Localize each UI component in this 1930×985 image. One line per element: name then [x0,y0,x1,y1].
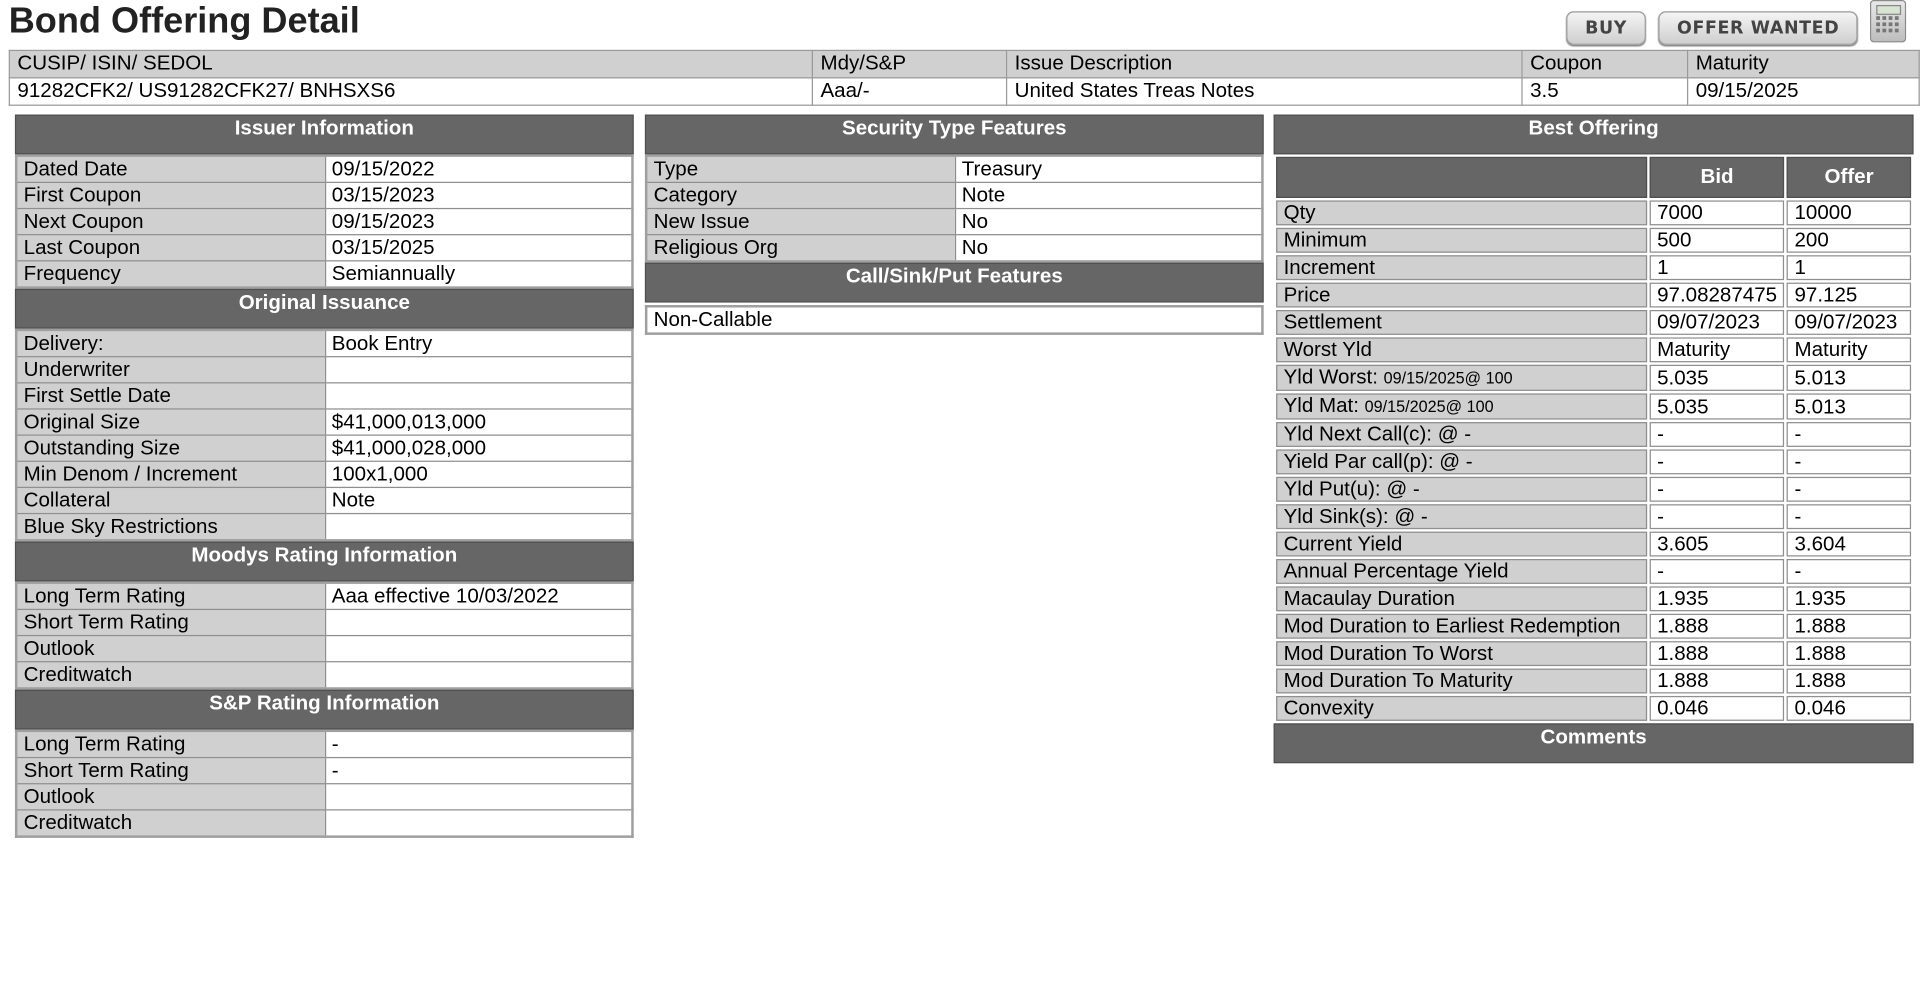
table-row [646,156,1262,183]
bid-value: 500 [1650,228,1785,253]
row-label-text: Current Yield [1283,532,1403,556]
offer-value: 200 [1787,228,1911,253]
row-label: Short Term Rating [16,609,325,635]
table-row [16,636,632,662]
bid-value: 5.035 [1650,393,1785,419]
table-row [16,461,632,487]
row-label: Outstanding Size [16,435,325,461]
security-type-header: Security Type Features [645,115,1264,155]
row-label: Dated Date [16,156,325,183]
table-row [16,758,632,784]
summary-cusip: 91282CFK2/ US91282CFK27/ BNHSXS6 [9,78,812,105]
table-row [1276,586,1911,611]
table-row [16,784,632,810]
middle-column [645,115,1264,335]
row-label-detail: 09/15/2025@ 100 [1383,368,1513,388]
row-value [325,784,633,810]
right-column [1274,115,1914,764]
best-offering-table [1274,154,1914,723]
table-row [16,435,632,461]
table-row [16,409,632,435]
row-label: Original Size [16,409,325,435]
summary-maturity: 09/15/2025 [1688,78,1920,105]
table-row [16,182,632,208]
bid-value: 7000 [1650,200,1785,225]
row-label: Creditwatch [16,810,325,837]
row-label-text: Yld Worst: [1283,366,1384,389]
bid-value: 3.605 [1650,532,1785,557]
moodys-rating-header: Moodys Rating Information [15,542,634,582]
table-row [16,261,632,288]
best-offering-header: Best Offering [1274,115,1914,155]
table-row [16,209,632,235]
table-row [16,156,632,183]
row-label [1276,696,1647,721]
table-row [1276,614,1911,639]
row-label-text: Annual Percentage Yield [1283,560,1509,583]
bid-value: - [1650,422,1785,447]
offer-value: 09/07/2023 [1787,310,1911,335]
summary-rating: Aaa/- [812,78,1006,105]
bid-value: 1 [1650,255,1785,280]
row-label-text: Yield Par call(p): @ - [1283,450,1473,474]
row-label [1276,200,1647,225]
table-row [1276,696,1911,721]
row-label: Religious Org [646,235,955,262]
row-label: First Coupon [16,182,325,208]
row-value: - [325,731,633,758]
row-value: $41,000,013,000 [325,409,633,435]
original-issuance-header: Original Issuance [15,289,634,329]
summary-header-cusip: CUSIP/ ISIN/ SEDOL [9,50,812,77]
summary-value-row [9,78,1919,105]
offer-value: Maturity [1787,337,1911,362]
row-label-text: Yld Put(u): @ - [1283,478,1420,501]
security-summary-table [9,50,1920,106]
table-row [1276,641,1911,666]
row-value [325,514,633,541]
bid-value: - [1650,559,1785,584]
issuer-info-header: Issuer Information [15,115,634,155]
summary-description: United States Treas Notes [1007,78,1522,105]
row-label-text: Yld Mat: [1283,394,1365,418]
row-label [1276,504,1647,529]
row-label: Min Denom / Increment [16,461,325,487]
summary-header-description: Issue Description [1007,50,1522,77]
row-value: 09/15/2022 [325,156,633,183]
row-value: 09/15/2023 [325,209,633,235]
row-label: Type [646,156,955,183]
summary-header-rating: Mdy/S&P [812,50,1006,77]
table-row [1276,559,1911,584]
security-type-table [645,154,1264,262]
bid-value: - [1650,477,1785,502]
table-row [1276,669,1911,694]
row-label [1276,559,1647,584]
row-label [1276,255,1647,280]
row-label-text: Minimum [1283,229,1367,252]
row-label: Category [646,182,955,208]
comments-header: Comments [1274,723,1914,763]
sp-rating-header: S&P Rating Information [15,690,634,730]
table-row [16,383,632,409]
table-row [16,583,632,610]
calculator-icon[interactable] [1870,0,1906,42]
bid-value: 1.935 [1650,586,1785,611]
row-value: Treasury [955,156,1263,183]
row-label-text: Increment [1283,256,1375,279]
summary-header-maturity: Maturity [1688,50,1920,77]
row-label-text: Mod Duration to Earliest Redemption [1283,615,1621,638]
blank-header [1276,157,1647,198]
row-label: Collateral [16,487,325,513]
offer-value: 5.013 [1787,393,1911,419]
row-label-text: Yld Sink(s): @ - [1283,505,1428,528]
bid-value: 1.888 [1650,641,1785,666]
row-label [1276,641,1647,666]
row-value: - [325,758,633,784]
offer-value: 1.888 [1787,669,1911,694]
row-label: Next Coupon [16,209,325,235]
call-sink-put-header: Call/Sink/Put Features [645,263,1264,303]
toolbar [1566,0,1906,50]
row-value: No [955,209,1263,235]
row-label: Long Term Rating [16,731,325,758]
offer-value: - [1787,559,1911,584]
table-row [646,306,1262,333]
summary-coupon: 3.5 [1522,78,1688,105]
call-feature-value: Non-Callable [646,306,1262,333]
table-row [1276,337,1911,362]
table-row [1276,504,1911,529]
row-label-text: Macaulay Duration [1283,587,1455,611]
bid-value: 1.888 [1650,614,1785,639]
offer-value: 10000 [1787,200,1911,225]
row-label [1276,669,1647,694]
row-label-text: Settlement [1283,311,1382,334]
table-row [1276,477,1911,502]
row-label-text: Mod Duration To Maturity [1283,669,1513,693]
row-value [325,662,633,689]
offer-value: 97.125 [1787,283,1911,308]
row-label [1276,228,1647,253]
row-label [1276,337,1647,362]
bid-value: 97.08287475 [1650,283,1785,308]
table-row [16,514,632,541]
table-row [16,330,632,357]
table-row [1276,200,1911,225]
offer-value: 1 [1787,255,1911,280]
row-label [1276,477,1647,502]
row-label [1276,449,1647,474]
row-label-text: Convexity [1283,697,1374,720]
row-label: Short Term Rating [16,758,325,784]
row-label [1276,614,1647,639]
offer-value: 0.046 [1787,696,1911,721]
row-value: 100x1,000 [325,461,633,487]
page-title: Bond Offering Detail [8,1,360,42]
row-value [325,636,633,662]
row-label-text: Worst Yld [1283,338,1372,362]
left-column [15,115,634,838]
bid-value: 5.035 [1650,365,1785,391]
offer-value: - [1787,477,1911,502]
bid-header: Bid [1650,157,1785,198]
row-value [325,357,633,383]
table-row [16,731,632,758]
row-label: Long Term Rating [16,583,325,610]
sp-rating-table [15,730,634,838]
summary-header-row [9,50,1919,77]
row-label: New Issue [646,209,955,235]
offer-value: 1.888 [1787,614,1911,639]
row-label: Creditwatch [16,662,325,689]
bid-value: 0.046 [1650,696,1785,721]
buy-button[interactable]: BUY [1566,11,1646,45]
row-label-text: Mod Duration To Worst [1283,642,1493,665]
row-value: $41,000,028,000 [325,435,633,461]
row-value: Semiannually [325,261,633,288]
issuer-info-table [15,154,634,288]
row-label: Outlook [16,784,325,810]
table-row [16,235,632,261]
row-label [1276,422,1647,447]
table-row [646,209,1262,235]
row-label: Outlook [16,636,325,662]
row-value: No [955,235,1263,262]
table-row [646,235,1262,262]
offer-value: - [1787,504,1911,529]
moodys-rating-table [15,581,634,689]
summary-header-coupon: Coupon [1522,50,1688,77]
row-label-text: Price [1283,283,1331,307]
bid-value: - [1650,504,1785,529]
row-label [1276,310,1647,335]
row-value: 03/15/2025 [325,235,633,261]
best-offering-header-row [1276,157,1911,198]
bid-value: Maturity [1650,337,1785,362]
row-label [1276,586,1647,611]
bid-value: 1.888 [1650,669,1785,694]
row-label [1276,532,1647,557]
row-value [325,383,633,409]
table-row [1276,532,1911,557]
call-sink-put-table [645,305,1264,335]
offer-header: Offer [1787,157,1911,198]
table-row [1276,422,1911,447]
offer-value: 3.604 [1787,532,1911,557]
offer-value: - [1787,422,1911,447]
table-row [1276,228,1911,253]
row-label-text: Yld Next Call(c): @ - [1283,423,1472,446]
bid-value: 09/07/2023 [1650,310,1785,335]
row-value: Book Entry [325,330,633,357]
row-label: Delivery: [16,330,325,357]
offer-value: 5.013 [1787,365,1911,391]
original-issuance-table [15,329,634,542]
table-row [16,609,632,635]
offer-value: - [1787,449,1911,474]
row-value: Aaa effective 10/03/2022 [325,583,633,610]
table-row [1276,310,1911,335]
table-row [646,182,1262,208]
row-value [325,609,633,635]
row-label: Frequency [16,261,325,288]
offer-value: 1.935 [1787,586,1911,611]
table-row [1276,365,1911,391]
row-label: Underwriter [16,357,325,383]
row-label [1276,283,1647,308]
table-row [1276,449,1911,474]
table-row [1276,393,1911,419]
row-label-text: Qty [1283,201,1316,225]
row-label-detail: 09/15/2025@ 100 [1364,397,1494,416]
table-row [1276,283,1911,308]
row-label [1276,365,1647,391]
row-value [325,810,633,837]
table-row [16,357,632,383]
offer-wanted-button[interactable]: OFFER WANTED [1658,11,1858,45]
row-value: Note [325,487,633,513]
table-row [1276,255,1911,280]
row-label [1276,393,1647,419]
offer-value: 1.888 [1787,641,1911,666]
table-row [16,810,632,837]
table-row [16,487,632,513]
row-value: 03/15/2023 [325,182,633,208]
row-label: First Settle Date [16,383,325,409]
bid-value: - [1650,449,1785,474]
row-label: Blue Sky Restrictions [16,514,325,541]
table-row [16,662,632,689]
row-value: Note [955,182,1263,208]
row-label: Last Coupon [16,235,325,261]
